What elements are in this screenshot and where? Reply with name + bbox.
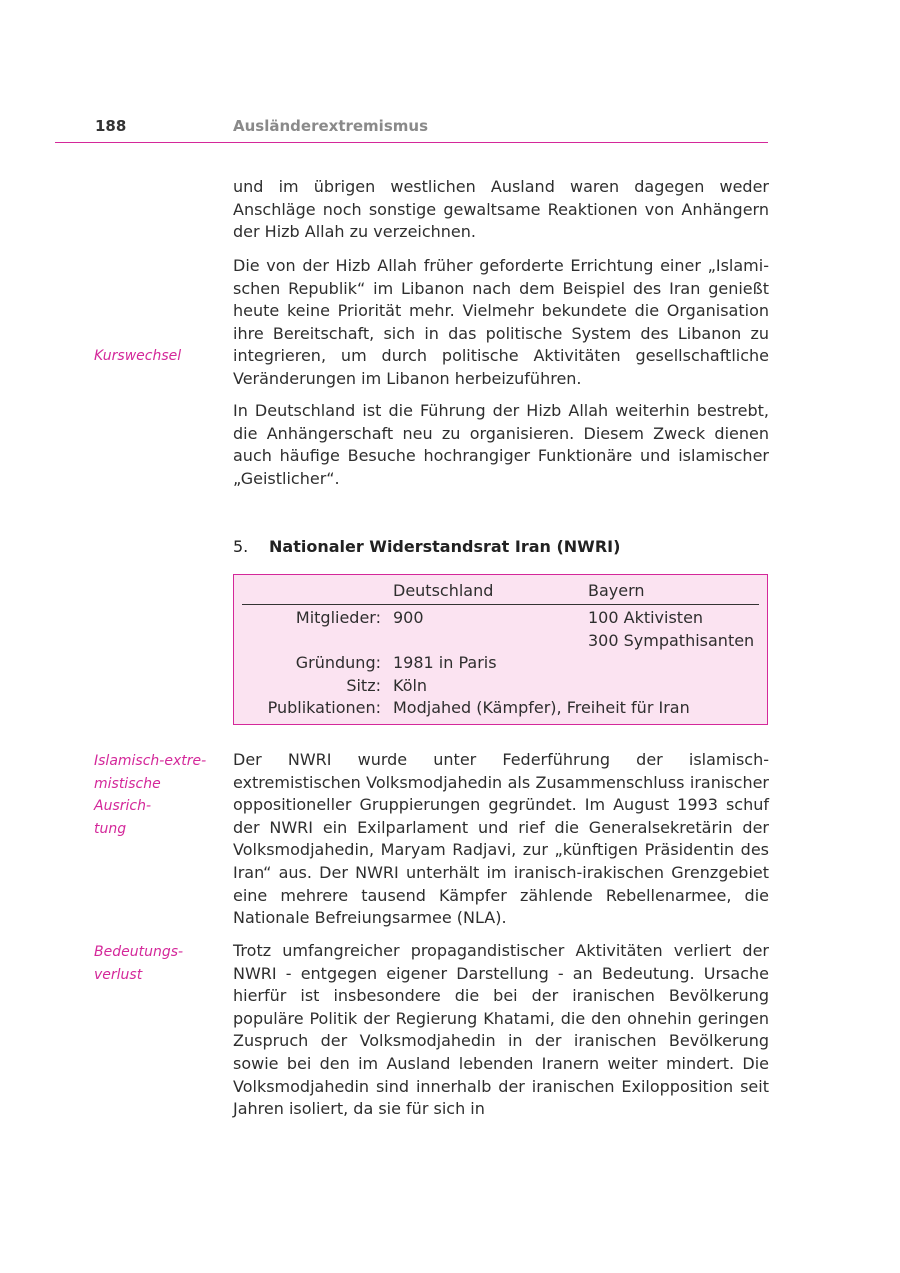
margin-note-kurswechsel: Kurswechsel — [94, 348, 182, 364]
section-heading — [233, 537, 620, 556]
paragraph-1: und im übrigen westlichen Ausland waren dagegen weder Anschläge noch sonstige gewaltsame Reaktionen von Anhängern der Hizb Allah zu verzeichnen. — [233, 177, 769, 242]
label-publikationen: Publikationen: — [267, 698, 381, 717]
label-gruendung: Gründung: — [295, 653, 381, 672]
table-header-rule — [242, 604, 759, 605]
label-sitz: Sitz: — [346, 676, 381, 695]
section-number: 5. — [233, 537, 249, 556]
margin-note-line: Bedeutungs- — [94, 944, 184, 960]
publikationen-value: Modjahed (Kämpfer), Freiheit für Iran — [393, 698, 690, 717]
margin-note-line: Islamisch-extre- — [94, 753, 207, 769]
paragraph-3: In Deutschland ist die Führung der Hizb Allah weiterhin bestrebt, die Anhängerschaft neu zu organisieren. Diesem Zweck dienen auch häufige Besuche hochrangiger Funktionäre und islamischer „Geistlicher“. — [233, 401, 769, 488]
paragraph-5: Trotz umfangreicher propagandistischer Aktivitäten verliert der NWRI - entgegen eigener Darstellung - an Bedeutung. Ursache hierfür ist insbesondere die bei der iranischen Bevölkerung populäre Politik der Regierung Khatami, die den ohnehin geringen Zuspruch der Volksmodjahedin in der iranischen Bevölkerung sowie bei den im Ausland lebenden Iranern weiter mindert. Die Volksmodjahedin sind innerhalb der iranischen Exilopposition seit Jahren isoliert, da sie für sich in — [233, 941, 769, 1119]
page-number: 188 — [95, 117, 127, 135]
column-header-bayern: Bayern — [588, 581, 645, 600]
margin-note-line: tung — [94, 820, 127, 837]
mitglieder-bayern-sympathisanten: 300 Sympathisanten — [588, 631, 755, 650]
running-title: Ausländerextremismus — [233, 117, 428, 135]
sitz-value: Köln — [393, 676, 428, 695]
paragraph-2: Die von der Hizb Allah früher geforderte Errichtung einer „Islamischen Republik“ im Libanon nach dem Beispiel des Iran genießt heute keine Priorität mehr. Vielmehr bekundete die Organisation ihre Bereitschaft, sich in das politische System des Libanon zu integrieren, um durch politische Aktivitäten gesellschaftliche Veränderungen im Libanon herbeizuführen. — [233, 256, 769, 388]
page-header — [55, 117, 768, 143]
margin-note-line: mistische Ausrich- — [94, 775, 161, 815]
paragraph-4: Der NWRI wurde unter Federführung der islamisch-extremistischen Volksmodjahedin als Zusammenschluss iranischer oppositioneller Gruppierungen gegründet. Im August 1993 schuf der NWRI ein Exilparlament und rief die Generalsekretärin der Volksmodjahedin, Maryam Radjavi, zur „künftigen Präsidentin des Iran“ aus. Der NWRI unterhält im iranisch-irakischen Grenzgebiet eine mehrere tausend Kämpfer zählende Rebellenarmee, die Nationale Befreiungsarmee (NLA). — [233, 750, 769, 928]
label-mitglieder: Mitglieder: — [295, 608, 381, 627]
margin-note-ausrichtung — [94, 750, 220, 840]
margin-note-line: verlust — [94, 966, 143, 983]
mitglieder-bayern-aktivisten: 100 Aktivisten — [588, 608, 704, 627]
section-title: Nationaler Widerstandsrat Iran (NWRI) — [269, 537, 621, 556]
mitglieder-deutschland: 900 — [393, 608, 424, 627]
facts-box — [233, 574, 768, 725]
gruendung-value: 1981 in Paris — [393, 653, 497, 672]
margin-note-bedeutungsverlust — [94, 941, 220, 986]
column-header-deutschland: Deutschland — [393, 581, 494, 600]
